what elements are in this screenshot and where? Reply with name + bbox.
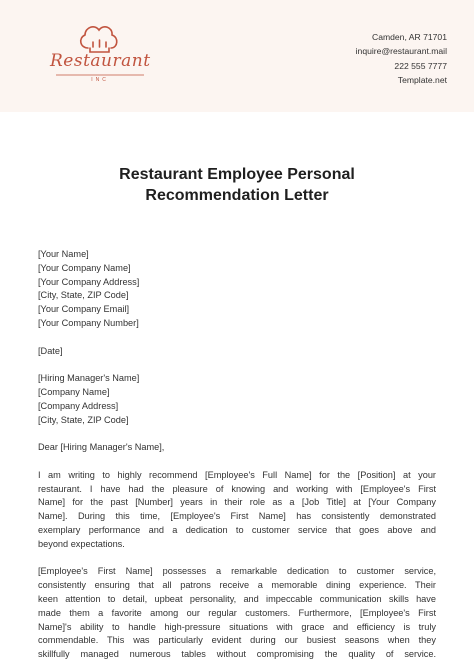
paragraph-1-line: Name]. During this time, [Employee's First Name] has consistently demonstrated	[38, 511, 436, 522]
recipient-company: [Company Name]	[38, 386, 110, 397]
paragraph-1-line: I am writing to highly recommend [Employee's Full Name] for the [Position] at your	[38, 469, 436, 480]
sender-company: [Your Company Name]	[38, 262, 131, 273]
sender-name: [Your Name]	[38, 249, 89, 259]
restaurant-logo	[50, 20, 150, 96]
logo-tagline: INC	[91, 77, 109, 83]
title-line-1: Restaurant Employee Personal	[119, 166, 355, 183]
paragraph-2-line: Name]'s ability to handle high-pressure situations with grace and efficiency is truly	[38, 621, 436, 632]
letterhead	[0, 0, 474, 112]
logo-wordmark: Restaurant	[50, 51, 151, 71]
recipient-name: [Hiring Manager's Name]	[38, 373, 140, 384]
chef-hat-icon	[50, 20, 150, 54]
paragraph-2	[38, 565, 436, 662]
recipient-city: [City, State, ZIP Code]	[38, 414, 129, 425]
contact-address: Camden, AR 71701	[371, 32, 447, 42]
paragraph-1-line: restaurant. I have had the pleasure of knowing and working with [Employee's First	[38, 483, 436, 494]
title-line-2: Recommendation Letter	[145, 187, 329, 204]
paragraph-2-line: made them a favorite among our regular customers. Furthermore, [Employee's First	[38, 607, 436, 618]
contact-email[interactable]: inquire@restaurant.mail	[355, 46, 447, 57]
recipient-address: [Company Address]	[38, 400, 119, 411]
letter-date: [Date]	[38, 345, 63, 356]
paragraph-2-line: commendable. This was particularly evident during our busiest seasons when they	[38, 635, 436, 646]
sender-number: [Your Company Number]	[38, 317, 139, 328]
paragraph-1-line: exemplary performance and a dedication to customer service that goes above and	[38, 524, 436, 535]
sender-address: [Your Company Address]	[38, 276, 140, 287]
contact-block	[356, 30, 447, 87]
paragraph-2-line: skillfully managed numerous tables without compromising the quality of service.	[38, 649, 436, 660]
salutation: Dear [Hiring Manager's Name],	[38, 442, 165, 453]
recipient-block	[38, 372, 436, 427]
letter-body	[38, 248, 436, 662]
contact-phone: 222 555 7777	[394, 60, 447, 71]
sender-block	[38, 248, 436, 331]
paragraph-2-line: keen attention to detail, upbeat personality, and impeccable communication skills have	[38, 593, 436, 604]
sender-email: [Your Company Email]	[38, 304, 130, 315]
paragraph-1-line: Name] for the past [Number] years in their role as a [Job Title] at [Your Company	[38, 497, 436, 508]
paragraph-1	[38, 469, 436, 552]
document-title	[0, 164, 474, 206]
sender-city: [City, State, ZIP Code]	[38, 290, 129, 301]
contact-website[interactable]: Template.net	[397, 74, 447, 85]
paragraph-2-line: [Employee's First Name] possesses a remarkable dedication to customer service,	[38, 566, 436, 577]
paragraph-2-line: consistently ensuring that all patrons receive a memorable dining experience. Their	[38, 580, 436, 591]
paragraph-1-line: beyond expectations.	[38, 538, 125, 549]
